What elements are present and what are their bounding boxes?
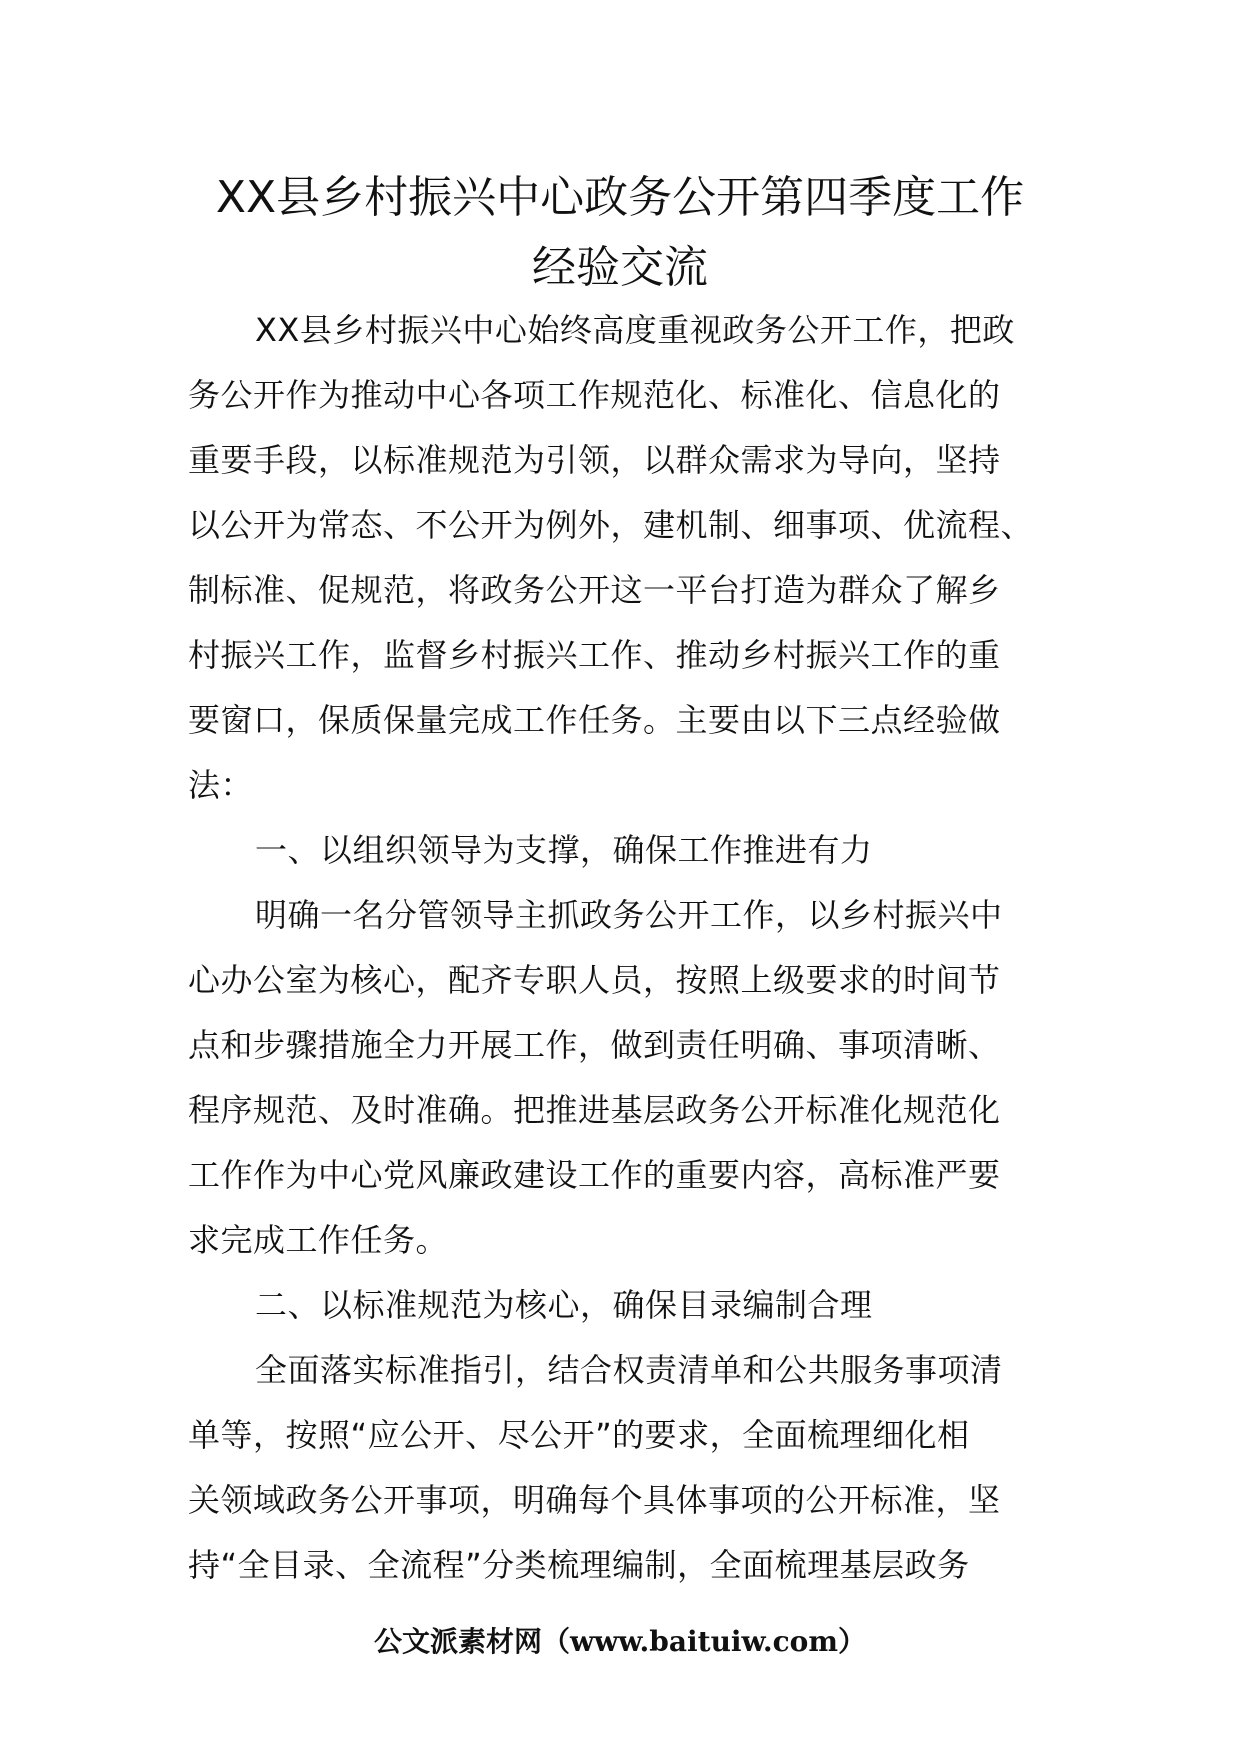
body-line: 以公开为常态、不公开为例外，建机制、细事项、优流程、: [188, 506, 1034, 544]
body-line: 点和步骤措施全力开展工作，做到责任明确、事项清晰、: [188, 1026, 1001, 1064]
section-heading-2: 二、以标准规范为核心，确保目录编制合理: [255, 1286, 873, 1324]
body-line: 程序规范、及时准确。把推进基层政务公开标准化规范化: [188, 1091, 1001, 1129]
body-line: 全面落实标准指引，结合权责清单和公共服务事项清: [255, 1351, 1003, 1389]
body-line: 关领域政务公开事项，明确每个具体事项的公开标准，坚: [188, 1481, 1001, 1519]
body-line: 心办公室为核心，配齐专职人员，按照上级要求的时间节: [188, 961, 1001, 999]
body-line: 村振兴工作，监督乡村振兴工作、推动乡村振兴工作的重: [188, 636, 1001, 674]
body-line: 持“全目录、全流程”分类梳理编制，全面梳理基层政务: [188, 1546, 970, 1584]
body-line: 求完成工作任务。: [188, 1221, 449, 1259]
body-line: 重要手段，以标准规范为引领，以群众需求为导向，坚持: [188, 441, 1001, 479]
footer-watermark: 公文派素材网（www.baituiw.com）: [374, 1625, 866, 1658]
document-title-line-1: XX县乡村振兴中心政务公开第四季度工作: [215, 172, 1025, 223]
body-line: 工作作为中心党风廉政建设工作的重要内容，高标准严要: [188, 1156, 1001, 1194]
body-line: 单等，按照“应公开、尽公开”的要求，全面梳理细化相: [188, 1416, 970, 1454]
body-line: 要窗口，保质保量完成工作任务。主要由以下三点经验做: [188, 701, 1001, 739]
body-line: 制标准、促规范，将政务公开这一平台打造为群众了解乡: [188, 571, 1001, 609]
body-line: 务公开作为推动中心各项工作规范化、标准化、信息化的: [188, 376, 1001, 414]
section-heading-1: 一、以组织领导为支撑，确保工作推进有力: [255, 831, 873, 869]
body-line: XX县乡村振兴中心始终高度重视政务公开工作，把政: [255, 311, 1015, 349]
body-line: 法：: [188, 766, 254, 804]
document-title-line-2: 经验交流: [532, 242, 708, 293]
body-line: 明确一名分管领导主抓政务公开工作，以乡村振兴中: [255, 896, 1003, 934]
